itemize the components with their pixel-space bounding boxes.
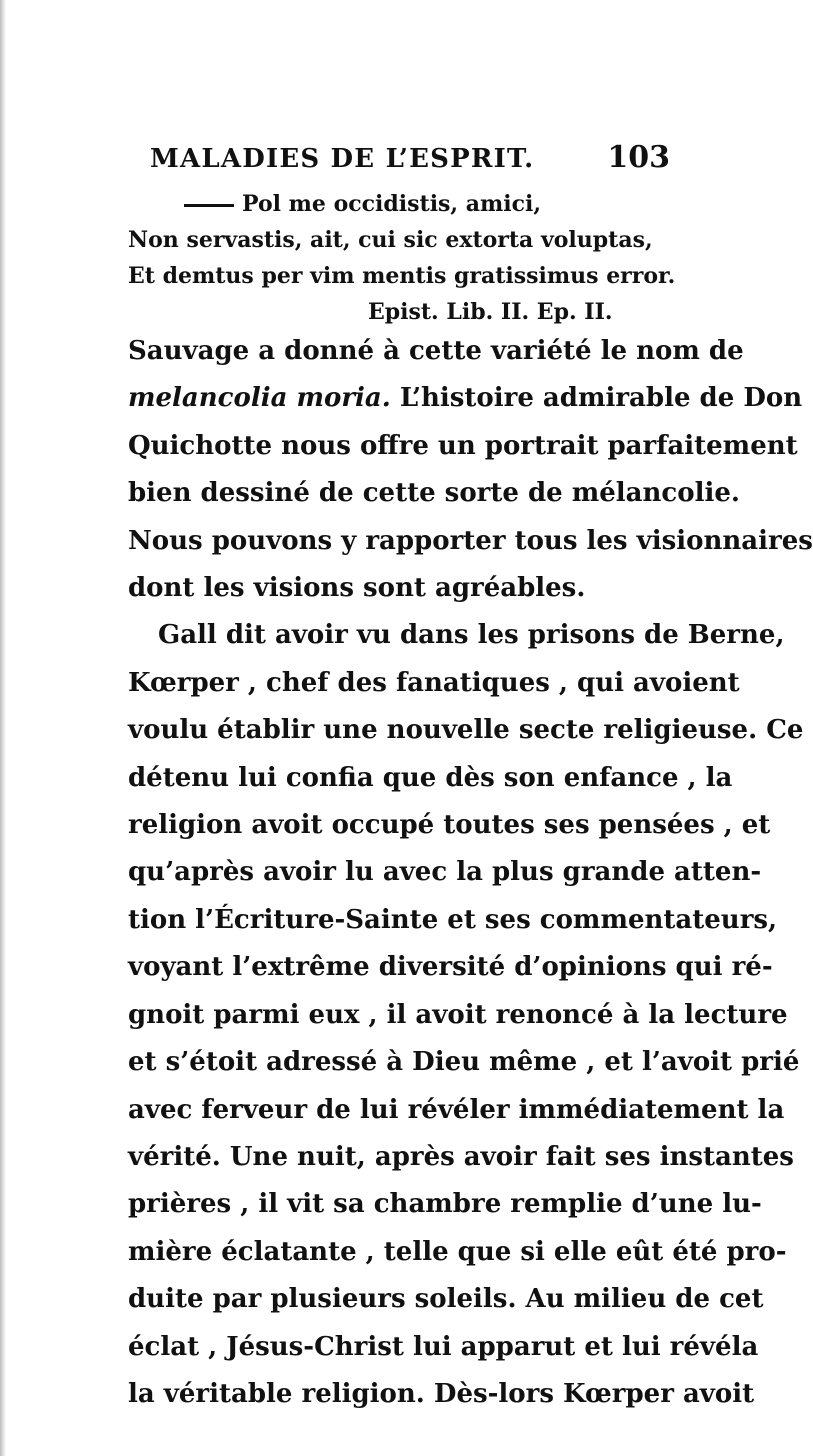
epigraph-line: Non servastis, ait, cui sic extorta voluptas, [128, 227, 653, 253]
paragraph-line: vérité. Une nuit, après avoir fait ses instantes [128, 1141, 794, 1172]
paragraph-line: gnoit parmi eux , il avoit renoncé à la lecture [128, 999, 788, 1030]
running-title: MALADIES DE L’ESPRIT. [150, 144, 535, 174]
paragraph-line: mière éclatante , telle que si elle eût été pro- [128, 1236, 787, 1267]
page-header [150, 140, 670, 180]
paragraph-line: éclat , Jésus-Christ lui apparut et lui révéla [128, 1331, 759, 1362]
body-text [128, 328, 813, 1418]
paragraph-line: tion l’Écriture-Sainte et ses commentateurs, [128, 904, 778, 935]
paragraph-line: dont les visions sont agréables. [128, 573, 586, 604]
paragraph-line: la véritable religion. Dès-lors Kœrper avoit [128, 1378, 755, 1409]
epigraph-source: Epist. Lib. II. Ep. II. [368, 299, 613, 325]
epigraph-line: Et demtus per vim mentis gratissimus error. [128, 263, 676, 289]
paragraph-line: et s’étoit adressé à Dieu même , et l’avoit prié [128, 1047, 800, 1078]
page-number: 103 [607, 140, 670, 175]
paragraph-line: voyant l’extrême diversité d’opinions qui ré- [128, 952, 773, 983]
paragraph-line: bien dessiné de cette sorte de mélancolie. [128, 478, 740, 509]
epigraph-line: Pol me occidistis, amici, [128, 186, 688, 222]
paragraph-line: melancolia moria. L’histoire admirable de Don [128, 383, 803, 414]
paragraph-line: Quichotte nous offre un portrait parfaitement [128, 430, 798, 461]
paragraph-line: voulu établir une nouvelle secte religieuse. Ce [128, 715, 804, 746]
paragraph-line: Nous pouvons y rapporter tous les visionnaires [128, 525, 813, 556]
paragraph-line: Kœrper , chef des fanatiques , qui avoient [128, 667, 740, 698]
paragraph-line: duite par plusieurs soleils. Au milieu de cet [128, 1284, 764, 1315]
paragraph-line: Sauvage a donné à cette variété le nom de [128, 336, 744, 366]
paragraph-line: Gall dit avoir vu dans les prisons de Berne, [158, 620, 785, 651]
paragraph-line: détenu lui confia que dès son enfance , la [128, 762, 733, 793]
paragraph-line: qu’après avoir lu avec la plus grande atten- [128, 857, 762, 888]
em-dash-rule [184, 204, 234, 207]
paragraph-line: avec ferveur de lui révéler immédiatement la [128, 1094, 785, 1125]
paragraph-line: religion avoit occupé toutes ses pensées , et [128, 810, 771, 841]
paragraph-line: prières , il vit sa chambre remplie d’une lu- [128, 1189, 762, 1220]
italic-term: melancolia moria. [128, 383, 391, 414]
latin-epigraph [128, 186, 688, 330]
page-binding-edge [0, 0, 6, 1456]
